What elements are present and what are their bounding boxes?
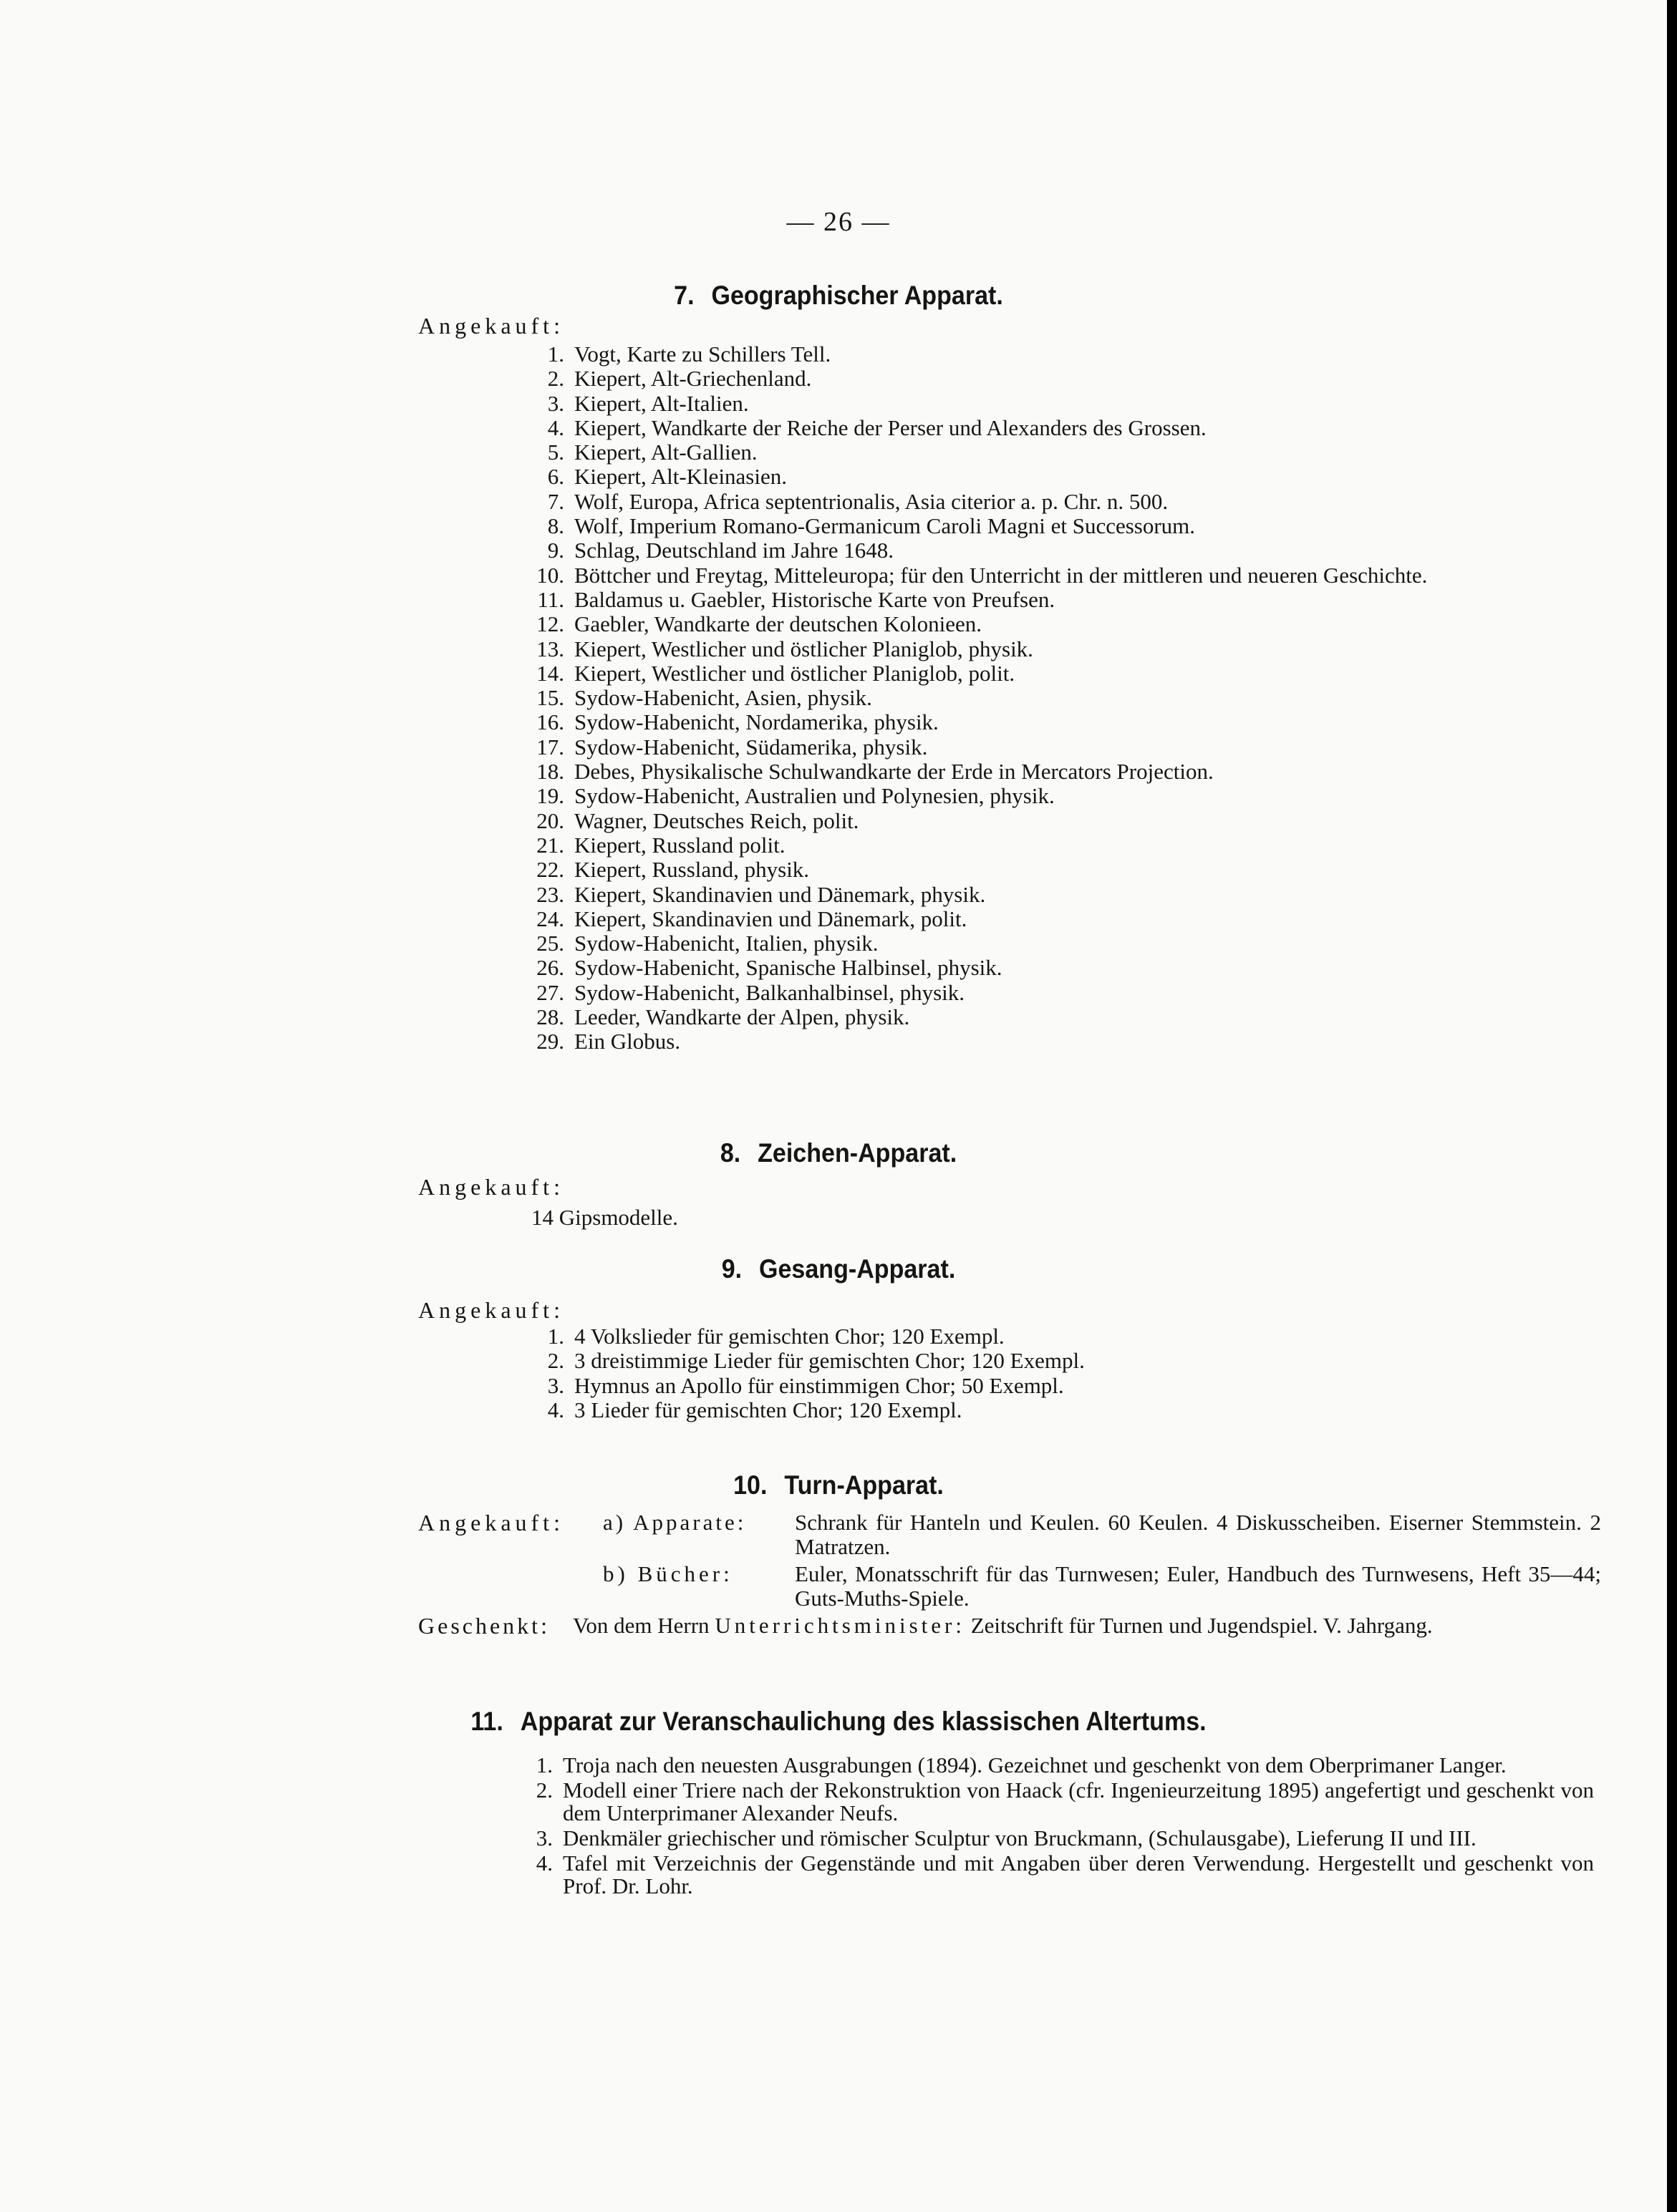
- item-text: Wolf, Imperium Romano-Germanicum Caroli Magni et Successorum.: [574, 513, 1196, 539]
- label-geschenkt: Geschenkt:: [418, 1613, 550, 1639]
- turn-b-text: Euler, Monatsschrift für das Turnwesen; Euler, Handbuch des Turnwesens, Heft 35—44; Guts-Muths-Spiele.: [795, 1561, 1601, 1611]
- heading-title: Apparat zur Veranschaulichung des klassischen Altertums.: [520, 1707, 1207, 1736]
- turn-a-text: Schrank für Hanteln und Keulen. 60 Keulen. 4 Diskusscheiben. Eiserner Stemmstein. 2 Matratzen.: [795, 1510, 1601, 1559]
- item-number: 12.: [536, 611, 564, 637]
- list-item: [527, 1852, 1594, 1898]
- item-text: Kiepert, Westlicher und östlicher Planiglob, physik.: [574, 636, 1033, 661]
- list-item: [527, 440, 1594, 465]
- gift-post: Zeitschrift für Turnen und Jugendspiel. V. Jahrgang.: [970, 1613, 1433, 1638]
- item-number: 1.: [547, 1324, 564, 1349]
- list-item: [527, 858, 1594, 882]
- item-text: Schlag, Deutschland im Jahre 1648.: [574, 538, 894, 563]
- list-item: [527, 342, 1594, 367]
- list-item: [527, 1005, 1594, 1029]
- heading-klassisches-altertum: [67, 1707, 1610, 1737]
- turn-row-b: [0, 1562, 1677, 1612]
- item-text: Debes, Physikalische Schulwandkarte der Erde in Mercators Projection.: [574, 759, 1214, 785]
- item-number: 19.: [536, 783, 564, 809]
- heading-title: Turn-Apparat.: [784, 1470, 944, 1500]
- list-item: [527, 784, 1594, 808]
- list-item: [527, 686, 1594, 710]
- item-text: Leeder, Wandkarte der Alpen, physik.: [574, 1004, 910, 1030]
- heading-number: 11.: [470, 1707, 503, 1736]
- list-item: [527, 465, 1594, 489]
- item-number: 13.: [536, 636, 564, 661]
- item-text: Kiepert, Wandkarte der Reiche der Perser und Alexanders des Grossen.: [574, 414, 1207, 440]
- item-text: Böttcher und Freytag, Mitteleuropa; für den Unterricht in der mittleren und neueren Geschichte.: [574, 562, 1428, 588]
- list-item: [527, 637, 1594, 661]
- heading-gesang-apparat: [67, 1254, 1610, 1284]
- list-item: [527, 661, 1594, 686]
- scan-edge: [1667, 0, 1677, 2212]
- list-item: [527, 563, 1594, 588]
- item-text: Sydow-Habenicht, Australien und Polynesien, physik.: [574, 783, 1055, 809]
- heading-number: 9.: [721, 1254, 743, 1284]
- item-text: Kiepert, Alt-Kleinasien.: [574, 464, 787, 490]
- item-number: 28.: [536, 1004, 564, 1030]
- item-text: Kiepert, Westlicher und östlicher Planiglob, polit.: [574, 660, 1015, 686]
- item-number: 5.: [547, 440, 564, 465]
- item-text: Kiepert, Alt-Gallien.: [574, 440, 758, 465]
- item-text: Tafel mit Verzeichnis der Gegenstände und mit Angaben über deren Verwendung. Hergestellt und geschenkt von Prof. Dr. Lohr.: [563, 1850, 1594, 1898]
- label-angekauft: Angekauft:: [418, 1174, 564, 1200]
- page-number: — 26 —: [786, 207, 891, 237]
- list-item: [527, 735, 1594, 760]
- item-text: Wolf, Europa, Africa septentrionalis, Asia citerior a. p. Chr. n. 500.: [574, 488, 1169, 514]
- item-number: 21.: [536, 832, 564, 858]
- turn-row-a: [0, 1510, 1677, 1561]
- label-angekauft: Angekauft:: [418, 1297, 564, 1323]
- item-number: 2.: [547, 366, 564, 392]
- list-item: [527, 931, 1594, 956]
- item-text: Kiepert, Skandinavien und Dänemark, polit.: [574, 906, 967, 931]
- item-number: 29.: [536, 1029, 564, 1054]
- item-text: Kiepert, Alt-Italien.: [574, 390, 749, 416]
- item-text: Baldamus u. Gaebler, Historische Karte von Preufsen.: [574, 586, 1055, 612]
- turn-a-label: a) Apparate:: [603, 1510, 747, 1535]
- item-text: Kiepert, Skandinavien und Dänemark, physik.: [574, 881, 986, 907]
- item-text: 3 dreistimmige Lieder für gemischten Chor; 120 Exempl.: [574, 1348, 1085, 1374]
- item-text: Hymnus an Apollo für einstimmigen Chor; 50 Exempl.: [574, 1372, 1064, 1398]
- list-item: [527, 1827, 1594, 1850]
- item-text: Vogt, Karte zu Schillers Tell.: [574, 341, 831, 367]
- list-item: [527, 1779, 1594, 1825]
- heading-geographischer-apparat: [67, 281, 1610, 311]
- heading-number: 10.: [733, 1470, 768, 1500]
- list-item: [527, 1349, 1243, 1373]
- list-item: [527, 1029, 1594, 1054]
- item-text: Kiepert, Russland, physik.: [574, 857, 810, 883]
- item-number: 23.: [536, 881, 564, 907]
- heading-zeichen-apparat: [67, 1138, 1610, 1168]
- item-text: Denkmäler griechischer und römischer Sculptur von Bruckmann, (Schulausgabe), Lieferung II und III.: [563, 1825, 1477, 1850]
- item-text: Sydow-Habenicht, Italien, physik.: [574, 931, 879, 956]
- item-number: 4.: [547, 414, 564, 440]
- item-text: Kiepert, Alt-Griechenland.: [574, 366, 812, 392]
- item-text: Modell einer Triere nach der Rekonstruktion von Haack (cfr. Ingenieurzeitung 1895) angefertigt und geschenkt von dem Unterprimaner Alexander Neufs.: [563, 1777, 1594, 1825]
- item-text: 4 Volkslieder für gemischten Chor; 120 Exempl.: [574, 1324, 1005, 1349]
- list-item: [527, 514, 1594, 538]
- list-item: [527, 612, 1594, 636]
- item-number: 6.: [547, 464, 564, 490]
- item-text: Sydow-Habenicht, Südamerika, physik.: [574, 734, 928, 760]
- item-text: Wagner, Deutsches Reich, polit.: [574, 807, 859, 833]
- item-text: Gaebler, Wandkarte der deutschen Kolonieen.: [574, 611, 982, 637]
- list-item: [527, 833, 1594, 858]
- item-number: 26.: [536, 955, 564, 981]
- gift-pre: Von dem Herrn: [573, 1613, 710, 1638]
- item-number: 7.: [547, 488, 564, 514]
- item-text: Sydow-Habenicht, Spanische Halbinsel, physik.: [574, 955, 1002, 981]
- item-text: Kiepert, Russland polit.: [574, 832, 786, 858]
- item-number: 8.: [547, 513, 564, 539]
- list-item: [527, 416, 1594, 440]
- geographic-items-list: [527, 342, 1594, 1054]
- item-number: 9.: [547, 538, 564, 563]
- list-item: [527, 538, 1594, 563]
- item-number: 16.: [536, 709, 564, 735]
- turn-gift-text: [573, 1614, 1601, 1638]
- list-item: [527, 760, 1594, 784]
- heading-title: Gesang-Apparat.: [759, 1254, 956, 1284]
- list-item: [527, 710, 1594, 734]
- item-number: 14.: [536, 660, 564, 686]
- heading-title: Zeichen-Apparat.: [758, 1138, 957, 1168]
- list-item: [527, 883, 1594, 907]
- turn-row-gift: [0, 1614, 1677, 1664]
- list-item: [527, 588, 1594, 612]
- item-number: 3.: [536, 1825, 553, 1850]
- list-item: [527, 981, 1594, 1005]
- turn-b-label: b) Bücher:: [603, 1561, 733, 1586]
- item-number: 3.: [547, 390, 564, 416]
- item-text: 3 Lieder für gemischten Chor; 120 Exempl.: [574, 1397, 962, 1422]
- list-item: [527, 367, 1594, 391]
- list-item: [527, 392, 1594, 416]
- item-number: 3.: [547, 1372, 564, 1398]
- list-item: [527, 490, 1594, 514]
- item-number: 4.: [536, 1850, 553, 1876]
- item-number: 11.: [537, 586, 564, 612]
- gift-minister: Unterrichtsminister:: [715, 1613, 965, 1638]
- item-text: Ein Globus.: [574, 1029, 681, 1054]
- list-item: [527, 809, 1594, 833]
- item-number: 1.: [536, 1752, 553, 1777]
- item-number: 20.: [536, 807, 564, 833]
- heading-title: Geographischer Apparat.: [711, 281, 1003, 310]
- item-text: Troja nach den neuesten Ausgrabungen (1894). Gezeichnet und geschenkt von dem Oberprimaner Langer.: [563, 1752, 1507, 1777]
- list-item: [527, 956, 1594, 980]
- list-item: [527, 907, 1594, 931]
- heading-turn-apparat: [67, 1470, 1610, 1500]
- gesang-items-list: [527, 1324, 1243, 1422]
- klassisch-items-list: [527, 1754, 1594, 1900]
- item-number: 17.: [536, 734, 564, 760]
- item-number: 24.: [536, 906, 564, 931]
- item-number: 10.: [536, 562, 564, 588]
- item-number: 18.: [536, 759, 564, 785]
- heading-number: 8.: [720, 1138, 741, 1168]
- item-number: 27.: [536, 979, 564, 1005]
- item-text: Sydow-Habenicht, Asien, physik.: [574, 685, 872, 711]
- list-item: [527, 1754, 1594, 1777]
- item-number: 2.: [547, 1348, 564, 1374]
- list-item: [527, 1398, 1243, 1422]
- item-number: 15.: [536, 685, 564, 711]
- item-number: 2.: [536, 1777, 553, 1803]
- zeichen-text: 14 Gipsmodelle.: [531, 1205, 678, 1230]
- item-number: 1.: [547, 341, 564, 367]
- item-number: 4.: [547, 1397, 564, 1422]
- item-text: Sydow-Habenicht, Balkanhalbinsel, physik.: [574, 979, 965, 1005]
- label-angekauft: Angekauft:: [418, 1510, 564, 1536]
- label-angekauft: Angekauft:: [418, 313, 564, 339]
- item-number: 22.: [536, 857, 564, 883]
- item-text: Sydow-Habenicht, Nordamerika, physik.: [574, 709, 939, 735]
- item-number: 25.: [536, 931, 564, 956]
- list-item: [527, 1374, 1243, 1398]
- heading-number: 7.: [674, 281, 695, 310]
- list-item: [527, 1324, 1243, 1349]
